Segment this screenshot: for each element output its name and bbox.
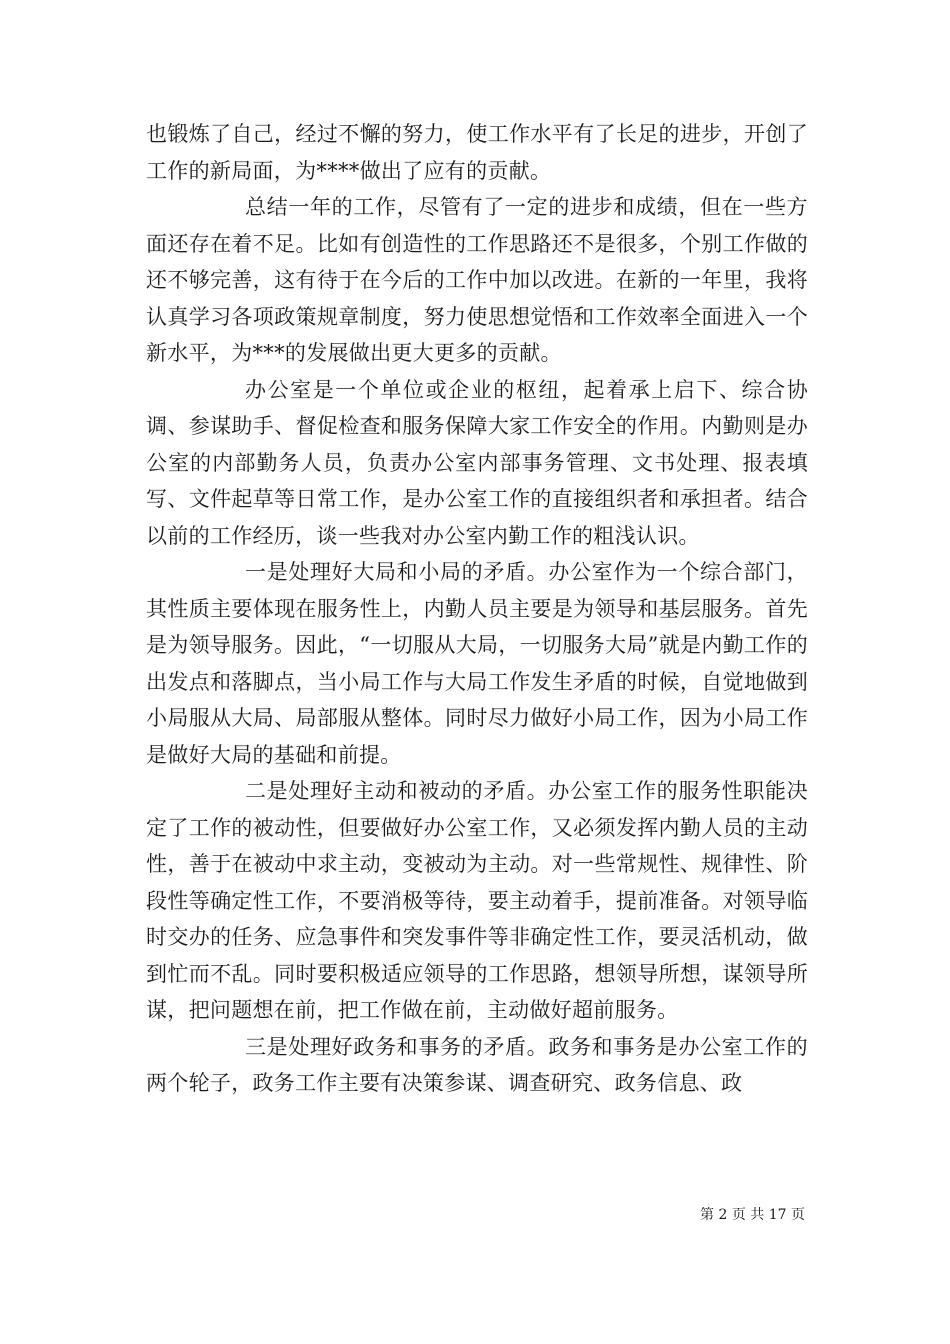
paragraph-6: 三是处理好政务和事务的矛盾。政务和事务是办公室工作的两个轮子，政务工作主要有决策参谋、调查研究、政务信息、政 <box>146 1034 808 1095</box>
paragraph-4: 一是处理好大局和小局的矛盾。办公室作为一个综合部门，其性质主要体现在服务性上，内勤人员主要是为领导和基层服务。首先是为领导服务。因此，“一切服从大局，一切服务大局”就是内勤工作的出发点和落脚点，当小局工作与大局工作发生矛盾的时候，自觉地做到小局服从大局、局部服从整体。同时尽力做好小局工作，因为小局工作是做好大局的基础和前提。 <box>146 560 808 767</box>
document-body <box>146 116 808 1102</box>
paragraph-3: 办公室是一个单位或企业的枢纽，起着承上启下、综合协调、参谋助手、督促检查和服务保障大家工作安全的作用。内勤则是办公室的内部勤务人员，负责办公室内部事务管理、文书处理、报表填写、文件起草等日常工作，是办公室工作的直接组织者和承担者。结合以前的工作经历，谈一些我对办公室内勤工作的粗浅认识。 <box>146 377 808 548</box>
page-number-footer: 第 2 页 共 17 页 <box>700 1207 805 1223</box>
paragraph-5: 二是处理好主动和被动的矛盾。办公室工作的服务性职能决定了工作的被动性，但要做好办公室工作，又必须发挥内勤人员的主动性，善于在被动中求主动，变被动为主动。对一些常规性、规律性、阶段性等确定性工作，不要消极等待，要主动着手，提前准备。对领导临时交办的任务、应急事件和突发事件等非确定性工作，要灵活机动，做到忙而不乱。同时要积极适应领导的工作思路，想领导所想，谋领导所谋，把问题想在前，把工作做在前，主动做好超前服务。 <box>146 779 808 1022</box>
paragraph-2: 总结一年的工作，尽管有了一定的进步和成绩，但在一些方面还存在着不足。比如有创造性的工作思路还不是很多，个别工作做的还不够完善，这有待于在今后的工作中加以改进。在新的一年里，我将认真学习各项政策规章制度，努力使思想觉悟和工作效率全面进入一个新水平，为***的发展做出更大更多的贡献。 <box>146 195 808 365</box>
paragraph-1: 也锻炼了自己，经过不懈的努力，使工作水平有了长足的进步，开创了工作的新局面，为****做出了应有的贡献。 <box>146 122 808 183</box>
